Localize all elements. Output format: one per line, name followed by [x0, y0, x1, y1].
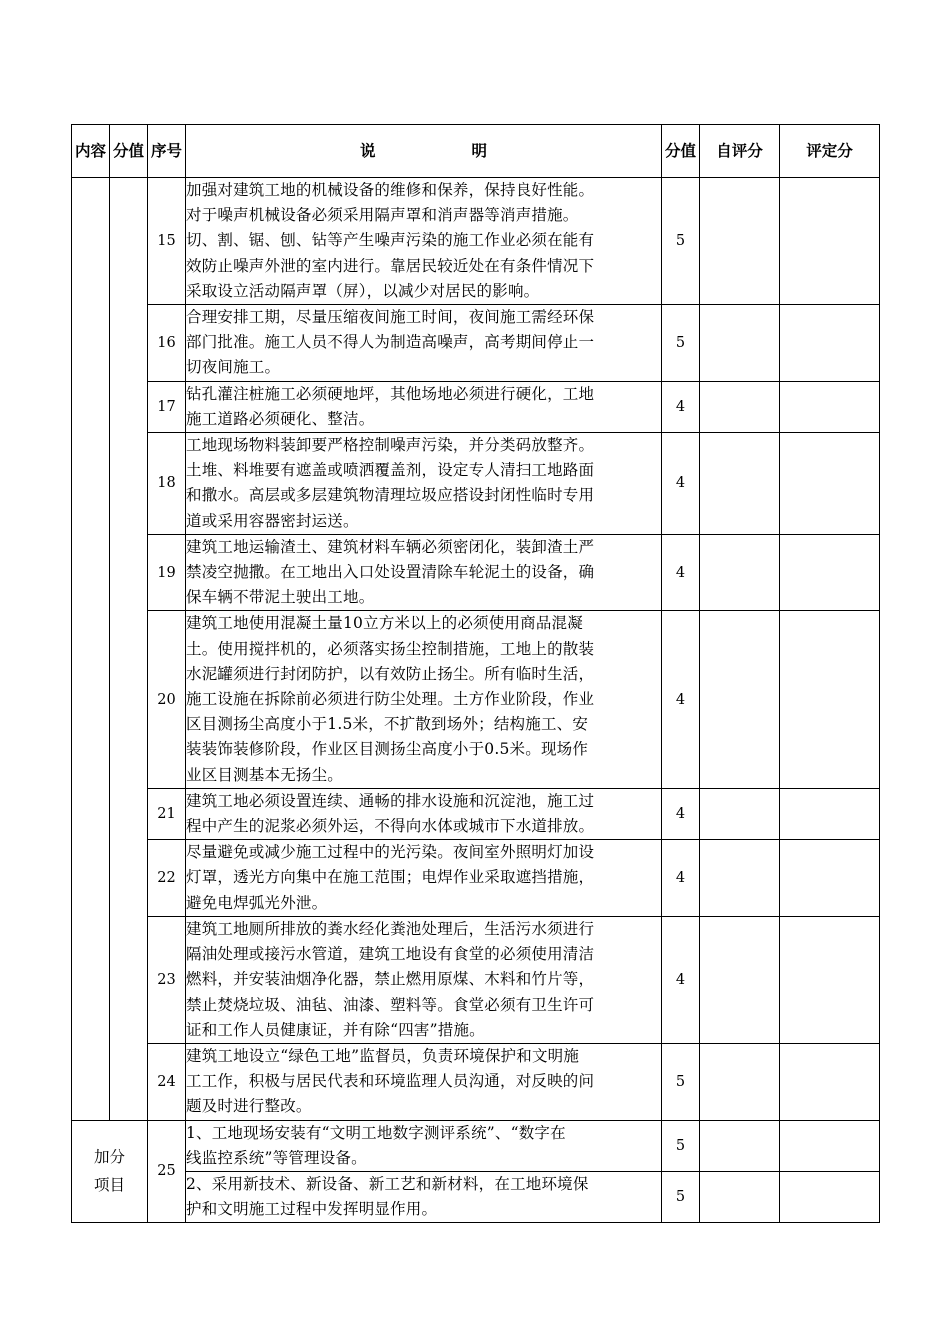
description-line: 燃料，并安装油烟净化器，禁止燃用原煤、木料和竹片等，	[186, 970, 595, 989]
self-score-cell	[700, 305, 780, 382]
description-line: 2、采用新技术、新设备、新工艺和新材料，在工地环境保	[186, 1174, 589, 1193]
description-line: 水泥罐须进行封闭防护，以有效防止扬尘。所有临时生活，	[186, 664, 595, 683]
final-score-cell	[780, 534, 880, 611]
self-score-cell	[700, 611, 780, 788]
bonus-category-line: 项目	[93, 1176, 125, 1195]
description-cell	[186, 916, 662, 1043]
description-line: 灯罩，透光方向集中在施工范围；电焊作业采取遮挡措施，	[186, 868, 595, 887]
description-line: 装装饰装修阶段，作业区目测扬尘高度小于0.5米。现场作	[186, 740, 589, 759]
seq-number: 22	[148, 840, 186, 917]
bonus-row	[72, 1120, 880, 1171]
final-score-cell	[780, 433, 880, 535]
points-value: 5	[662, 178, 700, 305]
points-value: 4	[662, 381, 700, 432]
description-line: 土。使用搅拌机的，必须落实扬尘控制措施，工地上的散装	[186, 639, 595, 658]
description-line: 隔油处理或接污水管道，建筑工地设有食堂的必须使用清洁	[186, 945, 595, 964]
self-score-cell	[700, 788, 780, 839]
final-score-cell	[780, 1171, 880, 1222]
points-value: 5	[662, 1120, 700, 1171]
bonus-category-line: 加分	[93, 1148, 125, 1167]
seq-number: 17	[148, 381, 186, 432]
description-line: 效防止噪声外泄的室内进行。靠居民较近处在有条件情况下	[186, 256, 595, 275]
description-line: 采取设立活动隔声罩（屏），以减少对居民的影响。	[186, 281, 540, 300]
description-line: 保车辆不带泥土驶出工地。	[186, 588, 375, 607]
final-score-cell	[780, 916, 880, 1043]
bonus-description-cell	[186, 1171, 662, 1222]
seq-number: 23	[148, 916, 186, 1043]
header-final-score: 评定分	[780, 125, 880, 178]
description-line: 禁止焚烧垃圾、油毡、油漆、塑料等。食堂必须有卫生许可	[186, 995, 595, 1014]
description-line: 道或采用容器密封运送。	[186, 511, 359, 530]
table-row	[72, 916, 880, 1043]
description-line: 题及时进行整改。	[186, 1097, 312, 1116]
description-line: 合理安排工期，尽量压缩夜间施工时间，夜间施工需经环保	[186, 308, 595, 327]
self-score-cell	[700, 178, 780, 305]
table-row	[72, 381, 880, 432]
description-line: 工工作，积极与居民代表和环境监理人员沟通，对反映的问	[186, 1072, 595, 1091]
self-score-cell	[700, 433, 780, 535]
description-line: 区目测扬尘高度小于1.5米，不扩散到场外；结构施工、安	[186, 715, 589, 734]
header-content: 内容	[72, 125, 110, 178]
header-description	[186, 125, 662, 178]
description-line: 建筑工地使用混凝土量10立方米以上的必须使用商品混凝	[186, 614, 583, 633]
final-score-cell	[780, 305, 880, 382]
description-line: 工地现场物料装卸要严格控制噪声污染，并分类码放整齐。	[186, 436, 595, 455]
description-line: 施工道路必须硬化、整洁。	[186, 409, 375, 428]
header-points: 分值	[662, 125, 700, 178]
points-value: 4	[662, 433, 700, 535]
self-score-cell	[700, 840, 780, 917]
table-row	[72, 305, 880, 382]
header-score-value: 分值	[110, 125, 148, 178]
seq-number: 18	[148, 433, 186, 535]
description-line: 线监控系统”等管理设备。	[186, 1148, 367, 1167]
points-value: 5	[662, 305, 700, 382]
table-row	[72, 788, 880, 839]
final-score-cell	[780, 840, 880, 917]
header-row	[72, 125, 880, 178]
description-line: 加强对建筑工地的机械设备的维修和保养，保持良好性能。	[186, 181, 595, 199]
seq-number: 16	[148, 305, 186, 382]
description-line: 钻孔灌注桩施工必须硬地坪，其他场地必须进行硬化，工地	[186, 384, 595, 403]
seq-number: 25	[148, 1120, 186, 1223]
description-line: 建筑工地厕所排放的粪水经化粪池处理后，生活污水须进行	[186, 919, 595, 938]
final-score-cell	[780, 1120, 880, 1171]
description-line: 建筑工地运输渣土、建筑材料车辆必须密闭化，装卸渣土严	[186, 537, 595, 556]
table-row	[72, 611, 880, 788]
header-desc-right: 明	[471, 141, 488, 160]
description-line: 避免电焊弧光外泄。	[186, 893, 328, 912]
points-value: 4	[662, 916, 700, 1043]
self-score-cell	[700, 381, 780, 432]
header-self-score: 自评分	[700, 125, 780, 178]
header-seq: 序号	[148, 125, 186, 178]
final-score-cell	[780, 611, 880, 788]
description-cell	[186, 788, 662, 839]
seq-number: 24	[148, 1043, 186, 1120]
points-value: 4	[662, 611, 700, 788]
points-value: 4	[662, 840, 700, 917]
scoring-table	[71, 124, 880, 1223]
table-row	[72, 534, 880, 611]
points-value: 5	[662, 1043, 700, 1120]
category-score-cell	[110, 178, 148, 1121]
final-score-cell	[780, 178, 880, 305]
description-line: 切、割、锯、刨、钻等产生噪声污染的施工作业必须在能有	[186, 231, 595, 250]
final-score-cell	[780, 1043, 880, 1120]
description-line: 建筑工地必须设置连续、通畅的排水设施和沉淀池，施工过	[186, 791, 595, 810]
self-score-cell	[700, 534, 780, 611]
seq-number: 21	[148, 788, 186, 839]
self-score-cell	[700, 1043, 780, 1120]
description-line: 和撒水。高层或多层建筑物清理垃圾应搭设封闭性临时专用	[186, 486, 595, 505]
description-line: 土堆、料堆要有遮盖或喷洒覆盖剂，设定专人清扫工地路面	[186, 461, 595, 480]
seq-number: 19	[148, 534, 186, 611]
description-line: 部门批准。施工人员不得人为制造高噪声，高考期间停止一	[186, 333, 595, 352]
description-line: 程中产生的泥浆必须外运，不得向水体或城市下水道排放。	[186, 817, 595, 836]
description-cell	[186, 381, 662, 432]
description-line: 切夜间施工。	[186, 358, 281, 377]
description-line: 业区目测基本无扬尘。	[186, 765, 344, 784]
description-line: 施工设施在拆除前必须进行防尘处理。土方作业阶段，作业	[186, 690, 595, 709]
bonus-row	[72, 1171, 880, 1222]
self-score-cell	[700, 916, 780, 1043]
description-cell	[186, 840, 662, 917]
table-row	[72, 178, 880, 305]
description-cell	[186, 305, 662, 382]
final-score-cell	[780, 788, 880, 839]
description-cell	[186, 178, 662, 305]
description-cell	[186, 534, 662, 611]
final-score-cell	[780, 381, 880, 432]
description-line: 对于噪声机械设备必须采用隔声罩和消声器等消声措施。	[186, 206, 579, 225]
description-line: 建筑工地设立“绿色工地”监督员，负责环境保护和文明施	[186, 1046, 580, 1065]
self-score-cell	[700, 1171, 780, 1222]
description-cell	[186, 433, 662, 535]
content-category-cell	[72, 178, 110, 1121]
description-line: 1、工地现场安装有“文明工地数字测评系统”、“数字在	[186, 1123, 566, 1142]
description-cell	[186, 611, 662, 788]
description-line: 禁凌空抛撒。在工地出入口处设置清除车轮泥土的设备，确	[186, 563, 595, 582]
self-score-cell	[700, 1120, 780, 1171]
description-line: 证和工作人员健康证，并有除“四害”措施。	[186, 1020, 485, 1039]
table-row	[72, 433, 880, 535]
points-value: 5	[662, 1171, 700, 1222]
seq-number: 20	[148, 611, 186, 788]
points-value: 4	[662, 788, 700, 839]
description-line: 护和文明施工过程中发挥明显作用。	[186, 1200, 438, 1219]
points-value: 4	[662, 534, 700, 611]
header-desc-left: 说	[359, 141, 376, 160]
table-row	[72, 840, 880, 917]
description-line: 尽量避免或减少施工过程中的光污染。夜间室外照明灯加设	[186, 843, 595, 862]
description-cell	[186, 1043, 662, 1120]
bonus-category-cell	[72, 1120, 148, 1223]
table-row	[72, 1043, 880, 1120]
bonus-description-cell	[186, 1120, 662, 1171]
seq-number: 15	[148, 178, 186, 305]
